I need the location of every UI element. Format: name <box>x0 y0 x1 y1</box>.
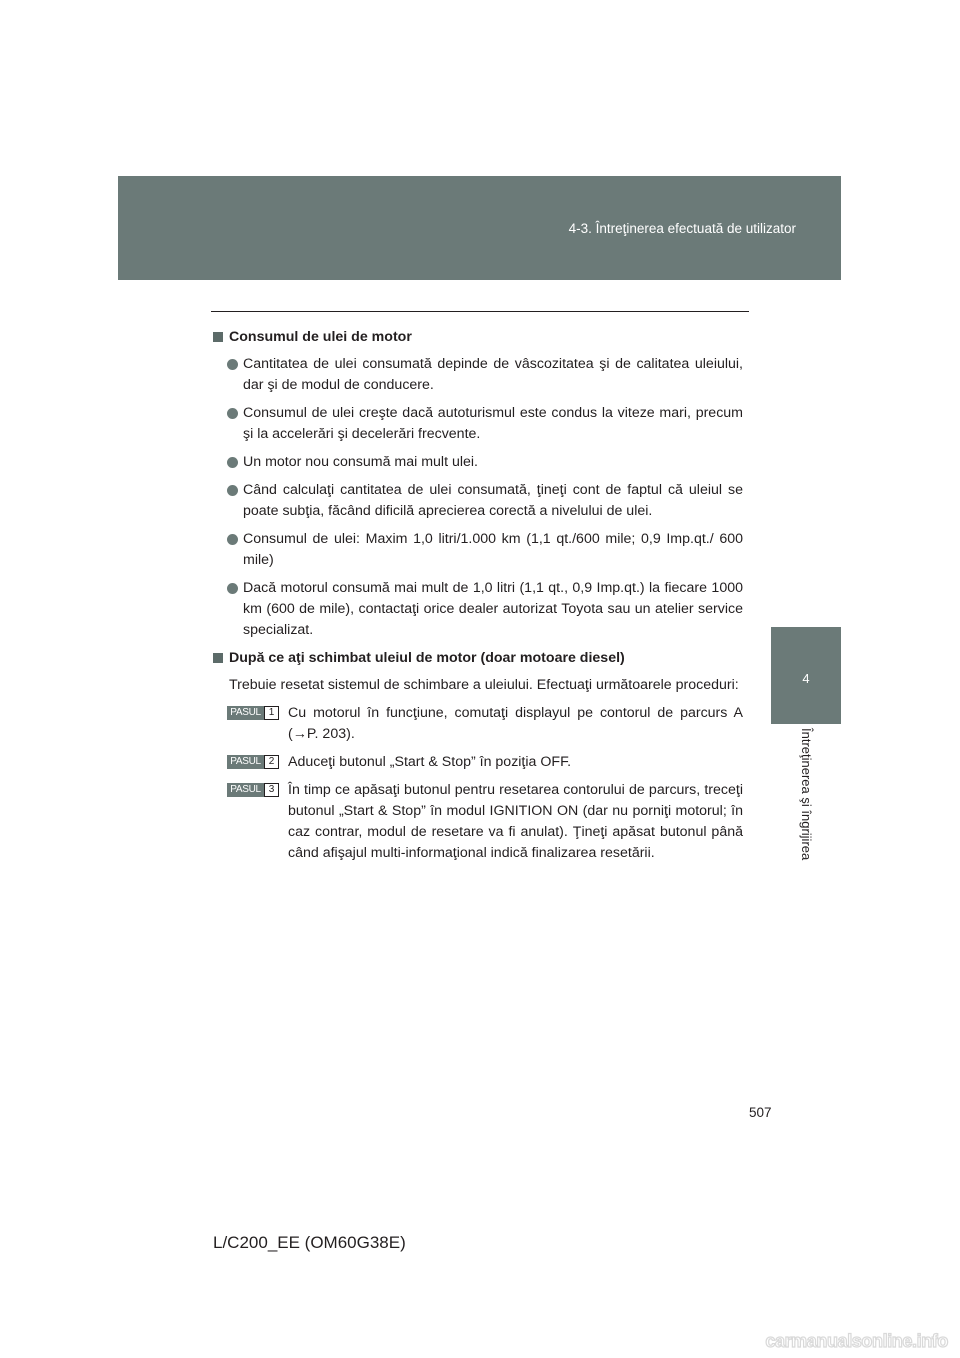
chapter-number: 4 <box>802 671 810 686</box>
step-badge <box>227 706 279 720</box>
square-bullet-icon <box>213 332 223 342</box>
list-item-text: Un motor nou consumă mai mult ulei. <box>243 454 478 470</box>
step-badge-number: 1 <box>264 706 279 720</box>
list-item-text: Cantitatea de ulei consumată depinde de vâscozitatea şi de calitatea uleiului, dar şi de modul de conducere. <box>243 356 743 393</box>
step-badge-label: PASUL <box>227 783 264 797</box>
page-number: 507 <box>749 1105 772 1120</box>
step-text: Aduceţi butonul „Start & Stop” în poziţia OFF. <box>288 754 572 770</box>
step-item <box>213 703 743 745</box>
list-item-text: Când calculaţi cantitatea de ulei consumată, ţineţi cont de faptul că uleiul se poate subţia, făcând dificilă aprecierea corectă a nivelului de ulei. <box>243 482 743 519</box>
circle-bullet-icon <box>227 457 238 468</box>
square-bullet-icon <box>213 653 223 663</box>
svg-text:carmanualsonline.info: carmanualsonline.info <box>765 1331 948 1351</box>
chapter-tab <box>771 627 841 724</box>
list-item <box>213 578 743 641</box>
list-item <box>213 452 743 473</box>
section-heading <box>213 327 743 348</box>
step-badge-number: 2 <box>264 755 279 769</box>
step-text: Cu motorul în funcţiune, comutaţi displayul pe contorul de parcurs A (→P. 203). <box>288 705 743 742</box>
section-divider <box>211 311 749 312</box>
list-item-text: Consumul de ulei creşte dacă autoturismul este condus la viteze mari, precum şi la accelerări şi decelerări frecvente. <box>243 405 743 442</box>
document-code: L/C200_EE (OM60G38E) <box>213 1233 406 1252</box>
section-heading <box>213 648 743 669</box>
list-item-text: Consumul de ulei: Maxim 1,0 litri/1.000 km (1,1 qt./600 mile; 0,9 Imp.qt./ 600 mile) <box>243 531 743 568</box>
step-text: În timp ce apăsaţi butonul pentru resetarea contorului de parcurs, treceţi butonul „Start & Stop” în modul IGNITION ON (dar nu porniţi motorul; în caz contrar, modul de resetare va fi anulat). Ţineţi apăsat butonul până când afişajul multi-informaţional indică finalizarea resetării. <box>288 782 743 861</box>
section-title: 4-3. Întreţinerea efectuată de utilizator <box>568 221 796 236</box>
heading-text: După ce aţi schimbat uleiul de motor (doar motoare diesel) <box>229 650 625 666</box>
heading-text: Consumul de ulei de motor <box>229 329 412 345</box>
main-content <box>213 327 743 871</box>
list-item-text: Dacă motorul consumă mai mult de 1,0 litri (1,1 qt., 0,9 Imp.qt.) la fiecare 1000 km (600 de mile), contactaţi orice dealer autorizat Toyota sau un atelier service specializat. <box>243 580 743 638</box>
step-badge <box>227 783 279 797</box>
step-badge <box>227 755 279 769</box>
circle-bullet-icon <box>227 485 238 496</box>
circle-bullet-icon <box>227 583 238 594</box>
step-badge-label: PASUL <box>227 706 264 720</box>
list-item <box>213 403 743 445</box>
circle-bullet-icon <box>227 408 238 419</box>
step-badge-number: 3 <box>264 783 279 797</box>
circle-bullet-icon <box>227 534 238 545</box>
header-band <box>118 176 841 280</box>
list-item <box>213 354 743 396</box>
step-item <box>213 780 743 864</box>
circle-bullet-icon <box>227 359 238 370</box>
list-item <box>213 529 743 571</box>
step-badge-label: PASUL <box>227 755 264 769</box>
intro-paragraph: Trebuie resetat sistemul de schimbare a uleiului. Efectuaţi următoarele proceduri: <box>229 677 739 693</box>
watermark-logo <box>760 1330 950 1352</box>
chapter-label: Întreţinerea şi îngrijirea <box>799 728 814 861</box>
step-item <box>213 752 743 773</box>
list-item <box>213 480 743 522</box>
